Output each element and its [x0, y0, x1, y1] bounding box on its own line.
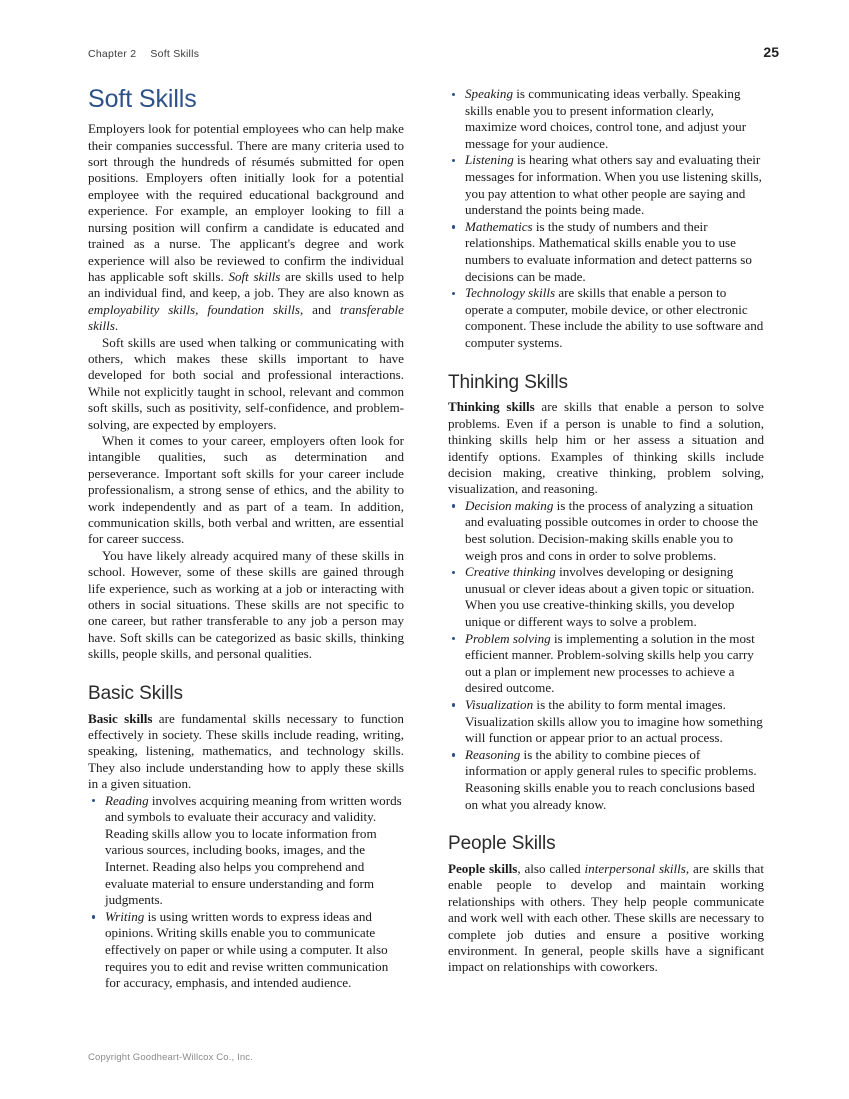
running-head-title: Soft Skills	[150, 48, 200, 60]
term-basic-skills: Basic skills	[88, 710, 153, 726]
bullet-icon	[452, 637, 455, 640]
list-item-term: Technology skills	[465, 285, 556, 301]
right-column	[448, 86, 764, 1026]
para1-end: .	[114, 318, 119, 334]
list-item-term: Writing	[105, 908, 145, 924]
list-item	[88, 909, 404, 992]
two-column-body	[88, 86, 764, 1026]
bullet-icon	[452, 93, 455, 96]
bullet-icon	[452, 225, 455, 228]
list-item-term: Problem solving	[465, 630, 551, 646]
term-interpersonal-skills: interpersonal skills	[584, 861, 686, 876]
para1-sep2: , and	[299, 301, 340, 317]
list-item-term: Reading	[105, 792, 149, 808]
people-skills-mid: , also called	[517, 861, 585, 876]
list-item-text: are skills that enable a person to operate a computer, mobile device, or other electronic component. These include the ability to use software and computer systems.	[465, 285, 764, 350]
bullet-icon	[452, 159, 455, 162]
list-item-text: is using written words to express ideas and opinions. Writing skills enable you to communicate effectively on paper or while using a computer. It also requires you to edit and revise written communication for accuracy, emphasis, and intended audience.	[105, 908, 389, 991]
thinking-skills-intro	[448, 399, 764, 497]
list-item-text: is implementing a solution in the most efficient manner. Problem-solving skills help you carry out a plan or implement new processes to achieve a desired outcome.	[465, 630, 755, 696]
list-item	[448, 697, 764, 747]
paragraph-intro	[88, 121, 404, 334]
list-item	[448, 498, 764, 564]
para1-sep1: ,	[195, 301, 208, 317]
list-item-text: is the study of numbers and their relationships. Mathematical skills enable you to use numbers to evaluate information and detect patterns so decisions can be made.	[465, 218, 752, 284]
list-item-term: Mathematics	[465, 218, 533, 234]
list-item-term: Creative thinking	[465, 564, 556, 580]
paragraph-text: Employers look for potential employees who can help make their companies successful. There are many criteria used to sort through the hundreds of résumés submitted for open positions. Employers often initially look for a potential employee with the required educational background and experience. For example, an employer looking to fill a nursing position will confirm a candidate is educated and trained as a nurse. The applicant's degree and work experience will also be reviewed to confirm the individual has applicable soft skills.	[88, 121, 404, 284]
bullet-icon	[452, 504, 455, 507]
list-item	[448, 86, 764, 152]
term-transferable-skills: transferable skills	[88, 301, 404, 334]
list-item-term: Listening	[465, 152, 514, 168]
list-item	[448, 564, 764, 630]
thinking-skills-list	[448, 498, 764, 813]
bullet-icon	[452, 703, 455, 706]
list-item-term: Visualization	[465, 696, 534, 712]
bullet-icon	[452, 292, 455, 295]
list-item-text: is the process of analyzing a situation and evaluating possible outcomes in order to choose the best solution. Decision-making skills enable you to weigh pros and cons in order to solve problems.	[465, 497, 759, 563]
term-soft-skills: Soft skills	[228, 268, 281, 284]
section-heading-people-skills: People Skills	[448, 833, 556, 855]
people-skills-intro	[448, 861, 764, 976]
para1-mid: are skills used to help an individual find, and keep, a job. They are also known as	[88, 268, 404, 301]
basic-skills-intro-text: are fundamental skills necessary to function effectively in society. These skills include reading, writing, speaking, listening, mathematics, and technology skills. They also include understanding how to apply these skills in a given situation.	[88, 710, 404, 792]
list-item-text: is the ability to combine pieces of information or apply general rules to specific problems. Reasoning skills enable you to reach conclusions based on what you already know.	[465, 746, 757, 812]
term-people-skills: People skills	[448, 861, 518, 876]
list-item-term: Decision making	[465, 497, 554, 513]
paragraph-3: When it comes to your career, employers often look for intangible qualities, such as determination and perseverance. Important soft skills for your career include professionalism, a strong sense of ethics, and the ability to work independently and as part of a team. In addition, communication skills, both verbal and written, are essential for career success.	[88, 432, 404, 547]
thinking-skills-intro-text: are skills that enable a person to solve problems. Even if a person is unable to find a solution, thinking skills help him or her assess a situation and identify options. Examples of thinking skills include decision making, creative thinking, problem solving, visualization, and reasoning.	[448, 399, 764, 497]
list-item	[448, 631, 764, 697]
running-head-chapter: Chapter 2	[88, 48, 137, 60]
list-item	[448, 152, 764, 218]
term-employability-skills: employability skills	[88, 301, 196, 317]
paragraph-4: You have likely already acquired many of these skills in school. However, some of these skills are gained through life experience, such as working at a job or interacting with others in social situations. These skills are not specific to one career, but rather transferable to any job a person may have. Soft skills can be categorized as basic skills, thinking skills, people skills, and personal qualities.	[88, 547, 404, 662]
list-item-text: is the ability to form mental images. Visualization skills allow you to imagine how something will function or appear prior to an actual process.	[465, 696, 763, 746]
list-item-text: involves acquiring meaning from written words and symbols to evaluate their accuracy and validity. Reading skills allow you to locate information from various sources, including books, images, and the Internet. Reading also helps you comprehend and evaluate material to ensure understanding and form judgments.	[105, 792, 402, 908]
basic-skills-list-continued	[448, 86, 764, 352]
list-item-term: Speaking	[465, 86, 513, 101]
page-title: Soft Skills	[88, 85, 197, 113]
bullet-icon	[452, 753, 455, 756]
basic-skills-list	[88, 793, 404, 992]
paragraph-2: Soft skills are used when talking or communicating with others, which makes these skills important to have developed for both social and professional interactions. While not explicitly taught in school, relevant and common soft skills, such as positivity, self-confidence, and problem-solving, are expected by employers.	[88, 334, 404, 432]
bullet-icon	[92, 799, 95, 802]
list-item	[448, 219, 764, 285]
list-item	[448, 285, 764, 351]
list-item-text: is hearing what others say and evaluating their messages for information. When you use listening skills, you pay attention to what other people are saying and understand the points being made.	[465, 152, 762, 218]
list-item	[448, 747, 764, 813]
bullet-icon	[92, 915, 95, 918]
page-number: 25	[763, 44, 779, 60]
running-head	[88, 48, 199, 60]
section-heading-basic-skills: Basic Skills	[88, 682, 183, 704]
copyright-notice: Copyright Goodheart-Willcox Co., Inc.	[88, 1052, 253, 1063]
basic-skills-intro	[88, 711, 404, 793]
term-thinking-skills: Thinking skills	[448, 399, 535, 415]
people-skills-text: , are skills that enable people to develop and maintain working relationships with others. They help people communicate and work well with each other. These skills are necessary to complete job duties and ensure a positive working environment. In general, people skills have a significant impact on relationships with coworkers.	[448, 861, 765, 975]
list-item-text: involves developing or designing unusual or clever ideas about a given topic or situation. When you use creative-thinking skills, you develop unique or different ways to solve a problem.	[465, 564, 755, 629]
term-foundation-skills: foundation skills	[207, 301, 300, 317]
bullet-icon	[452, 571, 455, 574]
list-item-term: Reasoning	[465, 746, 521, 762]
left-column	[88, 86, 404, 1026]
section-heading-thinking-skills: Thinking Skills	[448, 371, 568, 393]
list-item-text: is communicating ideas verbally. Speaking skills enable you to present information clearly, maximize word choices, control tone, and adjust your message for your audience.	[465, 86, 747, 151]
list-item	[88, 793, 404, 909]
